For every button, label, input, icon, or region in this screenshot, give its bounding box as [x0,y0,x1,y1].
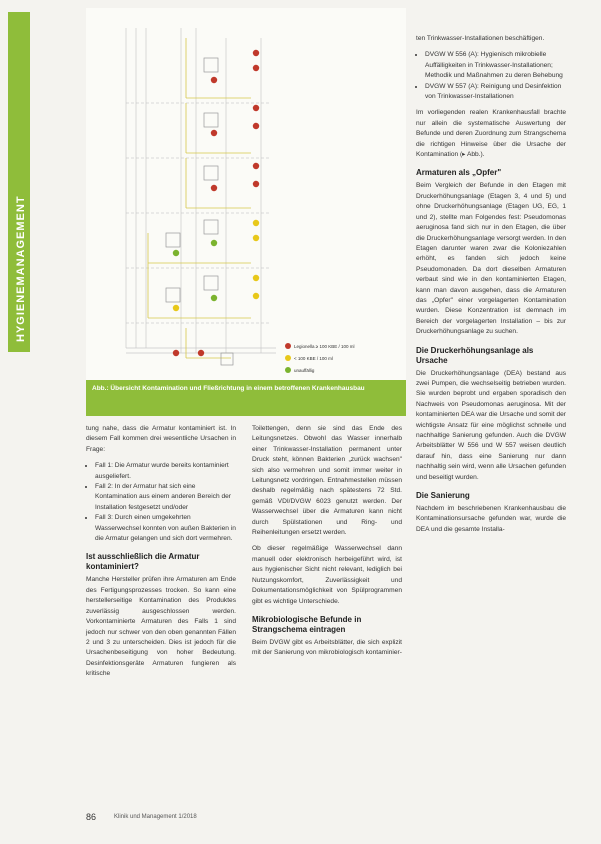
text-column-3 [416,34,566,541]
paragraph: tung nahe, dass die Armatur kontaminiert ist. In diesem Fall kommen drei wesentliche Ursachen in Frage: [86,425,236,453]
figure-caption: Abb.: Übersicht Kontamination und Fließrichtung in einem betroffenen Krankenhausbau [86,380,406,416]
footer-publication: Klinik und Management 1/2018 [114,814,197,820]
text-column-2 [252,424,402,665]
legend-swatch-green [285,367,291,373]
paragraph: Toilettengen, denn sie sind das Ende des Leitungsnetzes. Obwohl das Wasser innerhalb einer Trinkwasser-Installation permanent unter Druck steht, können Bakterien „zurück wachsen" sich also vermehren und somit immer weiter in Leitungsnetz vordringen. Entnahmestellen müssen deshalb regelmäßig nach spätestens 72 Std. gemäß VDI/DVGW 6023 genutzt werden. Der Wasserwechsel über die Armaturen kann nicht durch Spülstationen und Ring- und Reihenleitungen ersetzt werden. [252,425,402,537]
list-item: • Fall 1: Die Armatur wurde bereits kontaminiert ausgeliefert. [95,461,236,482]
bullet-list [86,461,236,544]
section-band [8,12,30,352]
section-heading: Armaturen als „Opfer" [416,168,502,178]
list-item: • Fall 2: In der Armatur hat sich eine Kontamination aus einem anderen Bereich der Installation festgesetzt und/oder [95,482,236,513]
paragraph: Im vorliegenden realen Krankenhausfall brachte nur allein die systematische Auswertung der Befunde und deren Zuordnung zum Strangschema die richtigen Hinweise über die Ursache der Kontamination (▸ Abb.). [416,109,566,159]
legend-label-green: unauffällig [294,368,315,373]
legend-label-red: Legionella ≥ 100 KBE / 100 ml [294,344,355,349]
paragraph: Beim Vergleich der Befunde in den Etagen mit Druckerhöhungsanlage (Etagen 3, 4 und 5) und ohne Druckerhöhungsanlage (Etagen UG, EG, 1 und 2), stellte man Folgendes fest: Pseudomonas aeruginosa fand sich nur in den Etagen, die über die Druckerhöhungsanlage versorgt werden. In den Etagen darunter waren zwar die Koloniezahlen erhöht, es fanden sich jedoch keine Pseudomonaden. Da dort dieselben Armaturen verbaut sind wie in den kontaminierten Etagen, kann man davon ausgehen, dass die Armaturen das „Opfer" einer vorgelagerten Kontamination wurden. Diese Konzentration ist demnach im Bereich der vorgelagerten Installation – bis zur Druckerhöhungsanlage zu suchen. [416,182,566,336]
section-heading: Ist ausschließlich die Armatur kontaminiert? [86,552,200,572]
pipe-schematic-figure [86,8,406,381]
section-label: HYGIENEMANAGEMENT [15,195,27,342]
list-item: • DVGW W 556 (A): Hygienisch mikrobielle Auffälligkeiten in Trinkwasser-Installationen; Methodik und Maßnahmen zu deren Behebung [425,50,566,81]
legend-label-yellow: < 100 KBE / 100 ml [294,356,333,361]
section-heading: Mikrobiologische Befunde in Strangschema eintragen [252,614,362,634]
page-number: 86 [86,812,97,822]
list-item: • DVGW W 557 (A): Reinigung und Desinfektion von Trinkwasser-Installationen [425,82,566,103]
paragraph: Manche Hersteller prüfen ihre Armaturen am Ende des Fertigungsprozesses trocken. So kann eine herstellerseitige Kontamination des Produktes zuverlässig ausgeschlossen werden. Vorkontaminierte Armaturen des Falls 1 sind jedoch nur schwer von den oben genannten Fällen 2 und 3 zu unterscheiden. Dies ist jedoch für die Ursachenbeseitigung von hoher Bedeutung. Desinfektionsgeräte Armaturen fungieren als kritische [86,576,236,678]
list-item: • Fall 3: Durch einen umgekehrten Wasserwechsel konnten von außen Bakterien in die Armatur gelangen und sich dort vermehren. [95,513,236,544]
section-heading: Die Sanierung [416,491,470,501]
paragraph: Die Druckerhöhungsanlage (DEA) bestand aus zwei Pumpen, die wechselseitig betrieben wurden. Sie wurden beprobt und ergaben sporadisch den Nachweis von Pseudomonas aeruginosa. Mit der kontaminierten DEA war die Ursache und somit der wichtigste Ansatz für eine möglichst schnelle und nachhaltige Sanierung gefunden. Auch die DVGW Arbeitsblätter W 556 und W 557 weisen deutlich darauf hin, dass eine Sanierung nur dann nachhaltig sein wird, wenn alle Ursachen gefunden und beseitigt wurden. [416,369,566,481]
bullet-list [416,50,566,102]
legend-swatch-red [285,343,291,349]
schematic-drawing [86,8,406,380]
paragraph: Beim DVGW gibt es Arbeitsblätter, die sich explizit mit der Sanierung von mikrobiologisch kontaminier- [252,638,402,657]
section-heading: Die Druckerhöhungsanlage als Ursache [416,345,534,365]
legend-swatch-yellow [285,355,291,361]
paragraph: Nachdem im beschriebenen Krankenhausbau die Kontaminationsursache gefunden war, wurde die DEA und die gesamte Installa- [416,505,566,533]
text-column-1 [86,424,236,686]
paragraph: ten Trinkwasser-Installationen beschäftigen. [416,35,545,42]
paragraph: Ob dieser regelmäßige Wasserwechsel dann manuell oder elektronisch herbeigeführt wird, ist aus hygienischer Sicht nicht relevant, lediglich bei Nutzungskomfort, Zuverlässigkeit und Dokumentationsmöglichkeit von Spülprogrammen gibt es wichtige Unterschiede. [252,545,402,605]
figure-legend [285,343,355,373]
